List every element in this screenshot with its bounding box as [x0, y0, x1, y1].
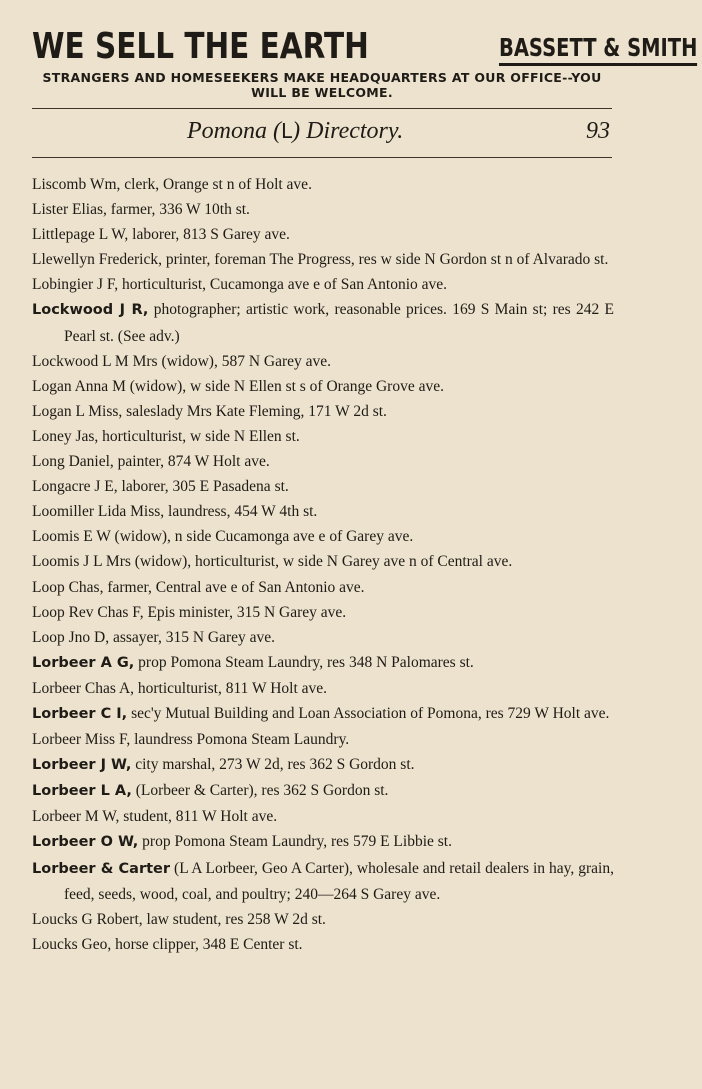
entry-details: laborer, 813 S Garey ave. — [128, 226, 290, 244]
entry-name: Loomis E W — [32, 528, 111, 546]
entry-name: Lister Elias, — [32, 201, 107, 219]
directory-entry — [32, 172, 614, 197]
entry-name: Lorbeer & Carter — [32, 860, 171, 877]
directory-entry — [32, 297, 614, 348]
header-rule-bottom — [32, 157, 612, 158]
entry-name: Lockwood L M Mrs — [32, 352, 158, 370]
entry-details: farmer, Central ave e of San Antonio ave. — [103, 578, 365, 596]
entry-details: (widow), w side N Ellen st s of Orange Grove ave. — [125, 377, 444, 395]
entry-name: Loomis J L Mrs — [32, 553, 131, 571]
entry-details: painter, 874 W Holt ave. — [113, 453, 270, 471]
entry-name: Lorbeer Miss F, — [32, 731, 131, 749]
entry-details: city marshal, 273 W 2d, res 362 S Gordon st. — [131, 756, 415, 774]
entry-name: Lockwood J R, — [32, 302, 149, 319]
directory-entry — [32, 932, 614, 957]
page-number: 93 — [586, 118, 610, 144]
directory-entry — [32, 804, 614, 829]
directory-entry — [32, 856, 614, 907]
running-title-after: ) Directory. — [292, 118, 404, 144]
banner-tagline-line-2: WILL BE WELCOME. — [251, 85, 393, 100]
entry-details: sec'y Mutual Building and Loan Association of Pomona, res 729 W Holt ave. — [127, 704, 610, 722]
entry-details: farmer, 336 W 10th st. — [106, 201, 250, 219]
entry-details: (widow), n side Cucamonga ave e of Garey ave. — [110, 528, 414, 546]
running-title-before: Pomona ( — [187, 118, 281, 144]
banner-tagline-line-1: STRANGERS AND HOMESEEKERS MAKE HEADQUARTERS AT OUR OFFICE--YOU — [42, 70, 602, 85]
directory-entry — [32, 549, 614, 574]
header-rule-top — [32, 108, 612, 109]
entry-name: Lorbeer A G, — [32, 654, 135, 671]
entry-name: Loney Jas, — [32, 427, 99, 445]
directory-entry — [32, 650, 614, 676]
entry-name: Lorbeer O W, — [32, 834, 139, 851]
entry-name: Lorbeer M W, — [32, 808, 120, 826]
entry-name: Littlepage L W, — [32, 226, 129, 244]
directory-entry — [32, 575, 614, 600]
advertisement-banner — [32, 26, 698, 100]
entry-details: Epis minister, 315 N Garey ave. — [143, 603, 347, 621]
entry-name: Longacre J E, — [32, 478, 118, 496]
entry-details: laundress Pomona Steam Laundry. — [130, 731, 350, 749]
running-title — [187, 118, 403, 145]
entry-name: Llewellyn Frederick, — [32, 251, 162, 269]
entry-details: (L A Lorbeer, Geo A Carter), wholesale and retail dealers in hay, grain, feed, seeds, wood, coal, and poultry; 240—264 S Garey ave. — [64, 859, 614, 903]
entry-details: (widow), horticulturist, w side N Garey ave n of Central ave. — [130, 553, 513, 571]
directory-entry — [32, 222, 614, 247]
entry-name: Loucks G Robert, — [32, 910, 143, 928]
entry-details: clerk, Orange st n of Holt ave. — [120, 176, 312, 193]
banner-firm-name: BASSETT & SMITH — [499, 34, 697, 66]
directory-entry — [32, 424, 614, 449]
entry-name: Loucks Geo, — [32, 935, 112, 953]
entry-name: Loop Rev Chas F, — [32, 603, 144, 621]
directory-entry — [32, 374, 614, 399]
directory-entry — [32, 474, 614, 499]
running-title-letter: L — [280, 119, 293, 143]
directory-entry — [32, 625, 614, 650]
entry-name: Loop Chas, — [32, 578, 104, 596]
entry-name: Lorbeer L A, — [32, 783, 132, 800]
entry-details: laundress, 454 W 4th st. — [164, 503, 318, 521]
running-head — [32, 118, 612, 148]
directory-entry — [32, 399, 614, 424]
entry-details: horticulturist, Cucamonga ave e of San Antonio ave. — [118, 276, 448, 294]
directory-entry — [32, 676, 614, 701]
entry-details: saleslady Mrs Kate Fleming, 171 W 2d st. — [122, 402, 387, 420]
entry-name: Loomiller Lida Miss, — [32, 503, 165, 521]
directory-entry — [32, 778, 614, 804]
directory-entry — [32, 600, 614, 625]
directory-entry — [32, 907, 614, 932]
entry-name: Loop Jno D, — [32, 628, 110, 646]
banner-tagline — [32, 70, 612, 100]
directory-entry — [32, 197, 614, 222]
entry-details: prop Pomona Steam Laundry, res 348 N Palomares st. — [134, 653, 474, 671]
entry-name: Lorbeer Chas A, — [32, 679, 135, 697]
directory-entry — [32, 727, 614, 752]
directory-entry — [32, 752, 614, 778]
entry-details: horse clipper, 348 E Center st. — [111, 935, 303, 953]
entry-details: photographer; artistic work, reasonable prices. 169 S Main st; res 242 E Pearl st. (See adv.) — [64, 301, 615, 345]
directory-entry — [32, 349, 614, 374]
banner-row — [32, 26, 698, 67]
entry-details: student, 811 W Holt ave. — [119, 808, 278, 826]
entry-name: Lorbeer C I, — [32, 705, 128, 722]
entry-details: printer, foreman The Progress, res w side N Gordon st n of Alvarado st. — [161, 251, 609, 269]
directory-entry — [32, 272, 614, 297]
entry-name: Lorbeer J W, — [32, 757, 132, 774]
directory-entry — [32, 499, 614, 524]
directory-entry — [32, 701, 614, 727]
directory-entry — [32, 829, 614, 855]
entry-details: horticulturist, w side N Ellen st. — [98, 427, 300, 445]
entry-name: Logan L Miss, — [32, 402, 123, 420]
entry-details: horticulturist, 811 W Holt ave. — [134, 679, 328, 697]
directory-entry — [32, 247, 614, 272]
entry-name: Liscomb Wm, — [32, 176, 121, 193]
entry-details: law student, res 258 W 2d st. — [142, 910, 326, 928]
directory-entry — [32, 449, 614, 474]
banner-headline: WE SELL THE EARTH — [32, 26, 369, 67]
entry-details: (widow), 587 N Garey ave. — [157, 352, 332, 370]
entry-name: Long Daniel, — [32, 453, 114, 471]
entry-details: (Lorbeer & Carter), res 362 S Gordon st. — [131, 782, 389, 800]
entry-details: assayer, 315 N Garey ave. — [109, 628, 276, 646]
entry-name: Logan Anna M — [32, 377, 126, 395]
directory-entry — [32, 524, 614, 549]
entry-details: prop Pomona Steam Laundry, res 579 E Libbie st. — [138, 833, 452, 851]
entry-name: Lobingier J F, — [32, 276, 119, 294]
entry-details: laborer, 305 E Pasadena st. — [117, 478, 289, 496]
directory-entries — [32, 172, 614, 957]
